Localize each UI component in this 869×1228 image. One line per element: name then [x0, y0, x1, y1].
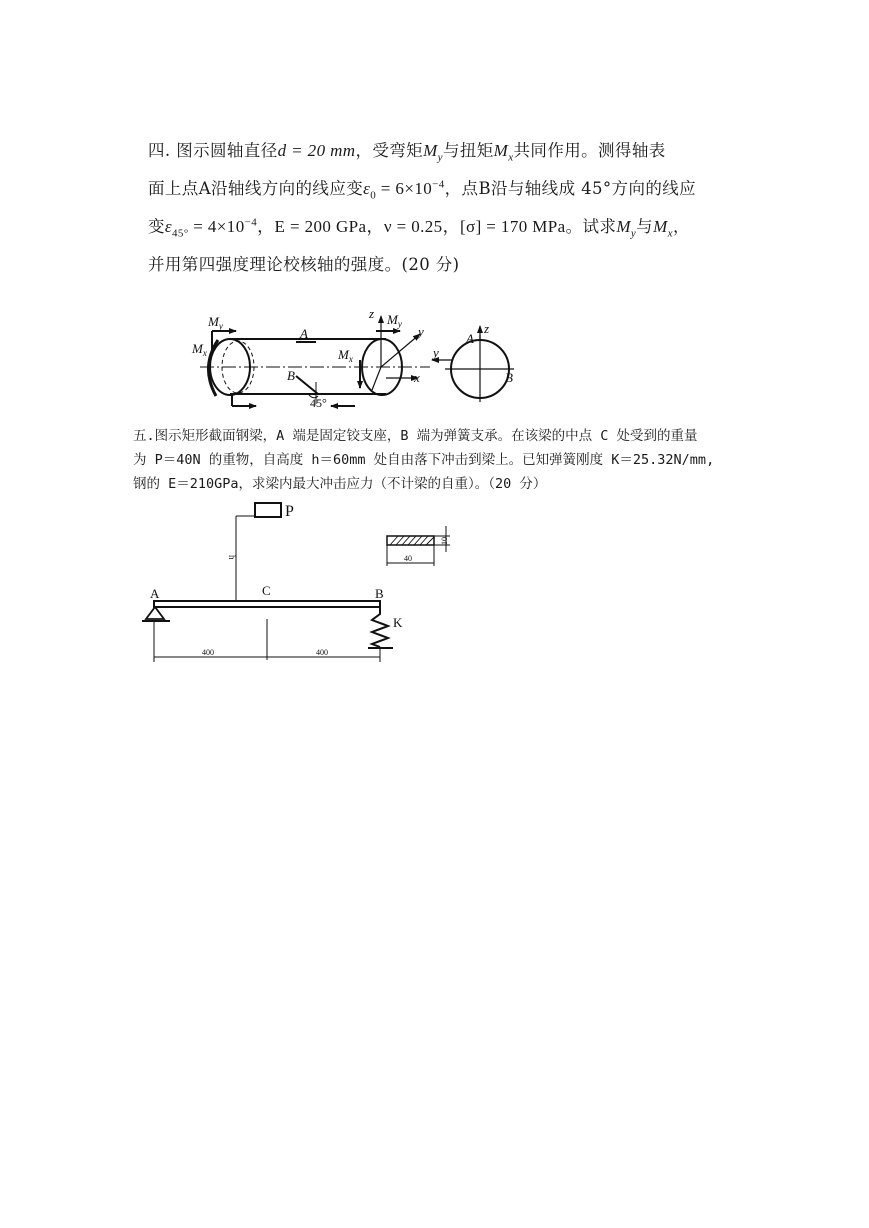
dim-left-value: 400 — [202, 648, 214, 657]
q4-text: ，点B沿与轴线成 45°方向的线应 — [444, 179, 697, 198]
m: M — [616, 217, 631, 236]
eps: ε — [164, 217, 173, 236]
point-b-45-line — [296, 376, 318, 394]
shaft-left-end — [210, 339, 250, 395]
hatch — [390, 536, 398, 545]
label-y: y — [418, 324, 424, 339]
q5-line-1: 五.图示矩形截面钢梁，A 端是固定铰支座，B 端为弹簧支承。在该梁的中点 C 处受到的重量 — [133, 428, 698, 444]
eps45-value — [164, 216, 258, 240]
eps0-value — [363, 178, 445, 202]
y-axis — [381, 334, 420, 367]
label-p: P — [285, 503, 294, 520]
m: M — [493, 141, 509, 160]
q4-text: 共同作用。测得轴表 — [513, 141, 666, 160]
section-height-value: 10 — [440, 537, 449, 545]
q4-text: 变 — [148, 217, 165, 236]
label-mx-right — [337, 347, 353, 364]
eq: = 4×10 — [188, 217, 245, 236]
beam — [154, 601, 380, 607]
sub: x — [508, 151, 514, 164]
label-my-right — [386, 312, 402, 329]
m: M — [653, 217, 668, 236]
label-a: A — [150, 586, 160, 601]
label-sub: y — [397, 319, 402, 329]
weight-p — [255, 503, 281, 517]
section-width-value: 40 — [404, 554, 412, 563]
sub: 0 — [370, 189, 377, 202]
cs-label-a: A — [466, 331, 474, 346]
sub: y — [437, 151, 443, 164]
question-4 — [148, 132, 728, 284]
q4-text: 。试求 — [565, 217, 617, 236]
diameter-value — [278, 141, 356, 160]
q5-line-3: 钢的 E＝210GPa，求梁内最大冲击应力（不计梁的自重）。（20 分） — [133, 476, 547, 492]
eps: ε — [363, 179, 371, 198]
shaft-left-hidden — [222, 341, 254, 393]
cs-label-y: y — [433, 345, 439, 360]
q4-text: ， — [672, 217, 690, 236]
q4-text: 四. 图示圆轴直径 — [148, 141, 278, 160]
torque-arc-left — [208, 340, 218, 396]
label-h: h — [227, 555, 237, 560]
hatch — [414, 536, 422, 545]
q4-text: ，受弯矩 — [355, 141, 424, 160]
label-x: x — [414, 370, 420, 385]
my-symbol — [423, 141, 443, 164]
label-c: C — [262, 583, 271, 598]
label-b: B — [375, 586, 384, 601]
label-my-left — [207, 314, 223, 331]
shaft-right-end — [362, 339, 402, 395]
my-symbol — [616, 217, 637, 240]
q4-text: 面上点A沿轴线方向的线应变 — [148, 179, 364, 198]
d-eq: d = 20 mm — [277, 141, 356, 160]
hatch — [402, 536, 410, 545]
exp: −4 — [244, 216, 258, 229]
mx-symbol — [493, 141, 514, 164]
allowable-stress-value: ，[σ] = 170 MPa — [442, 217, 566, 236]
label-my: M — [208, 314, 219, 329]
label-my: M — [387, 312, 398, 327]
dim-right-value: 400 — [316, 648, 328, 657]
sub: y — [630, 227, 637, 240]
hatch — [396, 536, 404, 545]
label-sub: x — [348, 354, 353, 364]
angle-arc — [309, 395, 318, 398]
cross-section-circle — [451, 340, 509, 398]
cs-label-b: B — [505, 370, 513, 385]
question-5 — [133, 424, 753, 496]
hatch — [426, 537, 434, 545]
q4-line-4: 并用第四强度理论校核轴的强度。(20 分) — [148, 255, 460, 274]
sub: 45° — [172, 227, 189, 240]
label-a: A — [300, 326, 308, 341]
mx-symbol — [653, 217, 673, 240]
modulus-value: ，E = 200 GPa — [257, 217, 367, 236]
q4-text: 与扭矩 — [442, 141, 494, 160]
sub: x — [667, 227, 673, 240]
label-mx-left — [191, 341, 207, 358]
m: M — [423, 141, 438, 160]
label-45: 45° — [310, 396, 327, 410]
q4-line-1 — [148, 132, 728, 170]
pin-support-a — [146, 607, 164, 619]
eq: = 6×10 — [376, 179, 433, 198]
q4-text: 与 — [636, 217, 654, 236]
label-k: K — [393, 615, 403, 630]
section-rect — [387, 536, 434, 545]
y-axis-back — [372, 367, 381, 390]
label-mx: M — [338, 347, 349, 362]
q4-line-2 — [148, 170, 728, 208]
hatch — [408, 536, 416, 545]
cs-label-z: z — [484, 321, 490, 336]
label-z: z — [369, 306, 375, 321]
label-sub: y — [218, 321, 223, 331]
spring-k — [372, 607, 388, 647]
label-sub: x — [202, 348, 207, 358]
label-b: B — [287, 368, 295, 383]
poisson-value: ，ν = 0.25 — [366, 217, 443, 236]
exp: −4 — [432, 178, 445, 191]
label-mx: M — [192, 341, 203, 356]
hatch — [420, 536, 428, 545]
q5-line-2: 为 P＝40N 的重物，自高度 h＝60mm 处自由落下冲击到梁上。已知弹簧刚度 K＝25.32N/mm, — [133, 452, 715, 468]
q4-line-3 — [148, 208, 728, 246]
